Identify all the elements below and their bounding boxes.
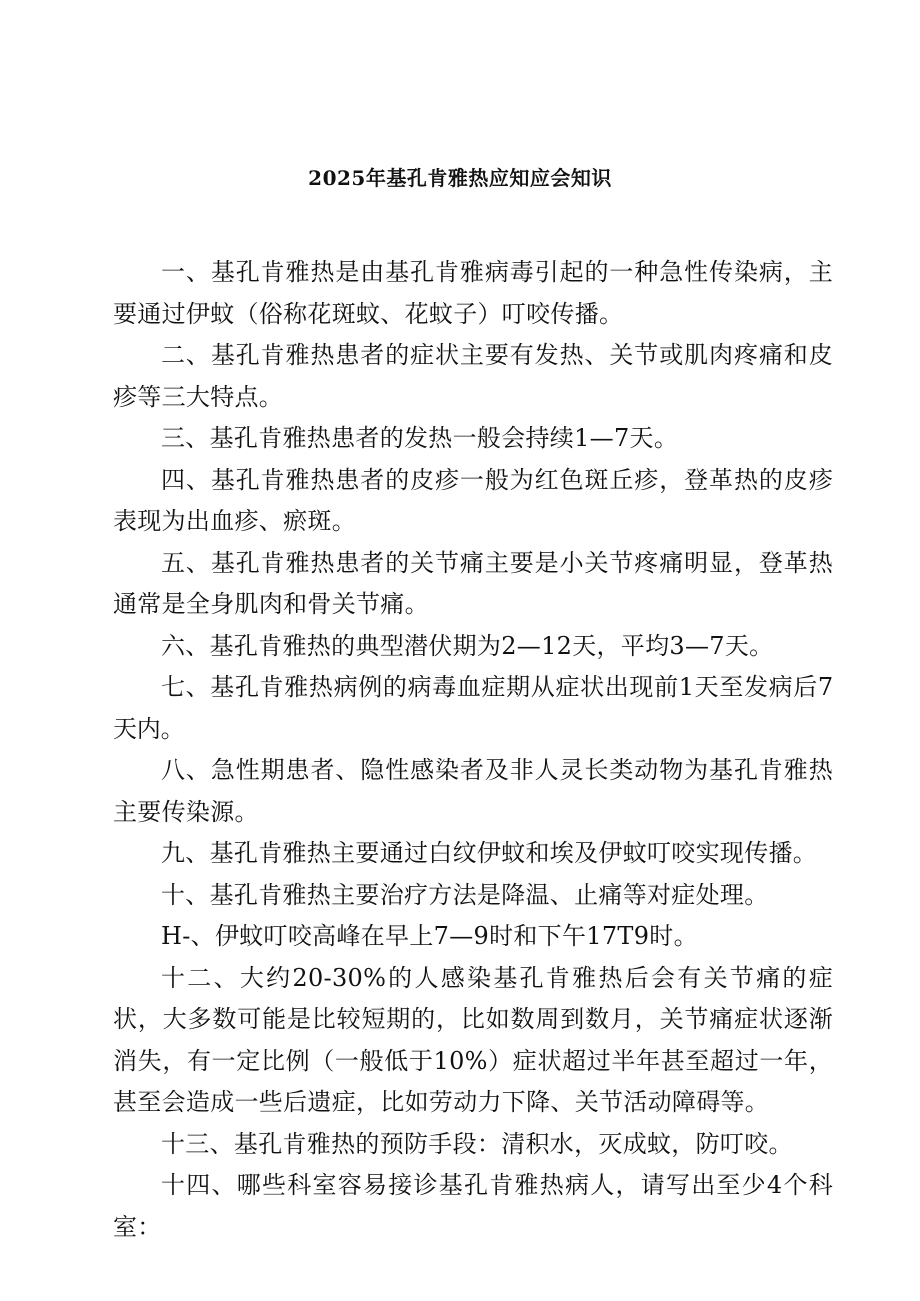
paragraph-11: H-、伊蚊叮咬高峰在早上7—9时和下午17T9时。: [161, 922, 698, 950]
paragraph-7: 七、基孔肯雅热病例的病毒血症期从症状出现前1天至发病后7天内。: [113, 673, 833, 743]
paragraph-3: 三、基孔肯雅热患者的发热一般会持续1—7天。: [161, 424, 679, 452]
paragraph-2: 二、基孔肯雅热患者的症状主要有发热、关节或肌肉疼痛和皮疹等三大特点。: [113, 341, 833, 411]
paragraph-10: 十、基孔肯雅热主要治疗方法是降温、止痛等对症处理。: [161, 880, 769, 909]
document-body: [113, 252, 833, 1248]
paragraph-6: 六、基孔肯雅热的典型潜伏期为2—12天，平均3—7天。: [161, 631, 774, 660]
paragraph-12: 十二、大约20-30%的人感染基孔肯雅热后会有关节痛的症状，大多数可能是比较短期的，比如数周到数月，关节痛症状逐渐消失，有一定比例（一般低于10%）症状超过半年甚至超过一年，甚至会造成一些后遗症，比如劳动力下降、关节活动障碍等。: [113, 963, 833, 1116]
paragraph-14: 十四、哪些科室容易接诊基孔肯雅热病人，请写出至少4个科室：: [113, 1171, 833, 1241]
paragraph-13: 十三、基孔肯雅热的预防手段：清积水，灭成蚊，防叮咬。: [161, 1129, 793, 1158]
paragraph-9: 九、基孔肯雅热主要通过白纹伊蚊和埃及伊蚊叮咬实现传播。: [161, 839, 818, 867]
paragraph-1: 一、基孔肯雅热是由基孔肯雅病毒引起的一种急性传染病，主要通过伊蚊（俗称花斑蚊、花蚊子）叮咬传播。: [113, 258, 833, 328]
document-title: 2025年基孔肯雅热应知应会知识: [308, 166, 612, 190]
paragraph-5: 五、基孔肯雅热患者的关节痛主要是小关节疼痛明显，登革热通常是全身肌肉和骨关节痛。: [113, 548, 833, 618]
paragraph-8: 八、急性期患者、隐性感染者及非人灵长类动物为基孔肯雅热主要传染源。: [113, 756, 833, 826]
paragraph-4: 四、基孔肯雅热患者的皮疹一般为红色斑丘疹，登革热的皮疹表现为出血疹、瘀斑。: [113, 465, 833, 535]
